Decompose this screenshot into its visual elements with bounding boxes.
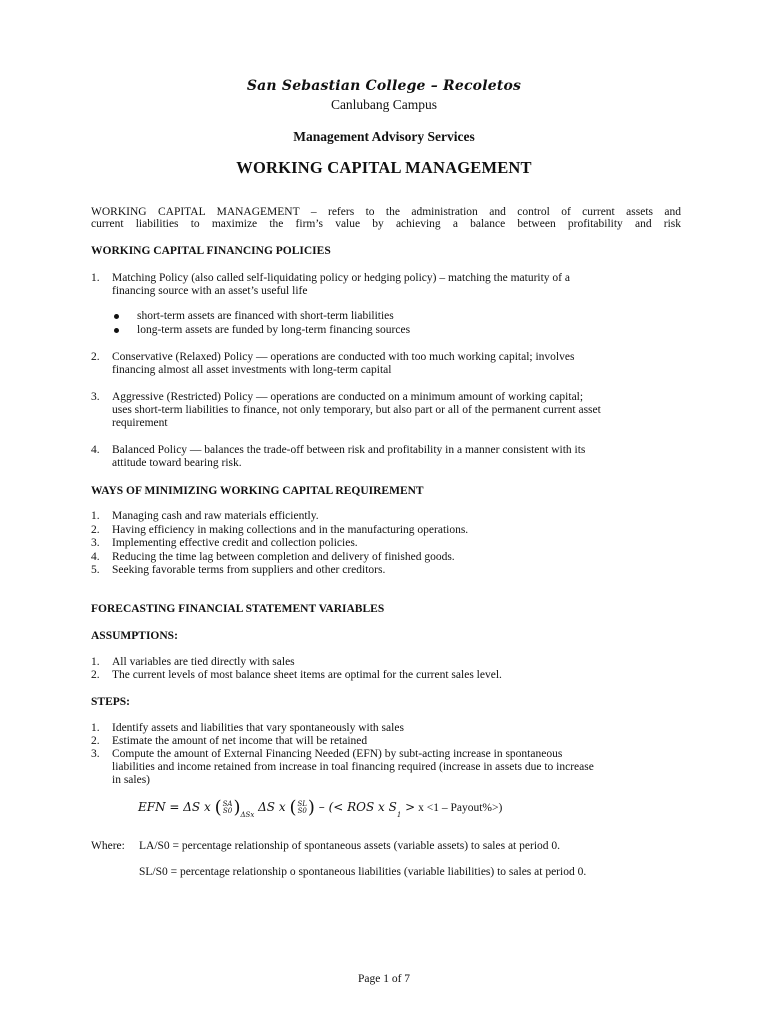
where-la-text: LA/S0 = percentage relationship of spontaneous assets (variable assets) to sales at period 0. [139,840,561,852]
policy-item-3-text: Aggressive (Restricted) Policy — operations are conducted on a minimum amount of working capital; [112,391,584,403]
formula-lhs: EFN = ΔS x [138,800,211,814]
intro-line-2: current liabilities to maximize the firm’s value by achieving a balance between profitability and risk [91,218,681,230]
policy-item-4-line-2: attitude toward bearing risk. [112,457,242,469]
formula-paren-open-2: ( [289,797,297,818]
formula-frac1-bottom: S [222,806,228,815]
formula-tail-1-sub: 1 [396,811,402,819]
where-label: Where: [91,840,125,852]
step-item-1-text: Identify assets and liabilities that vary spontaneously with sales [112,722,404,734]
policy-item-4-num: 4. [91,444,100,456]
minimizing-item-2 [91,524,681,537]
intro-line-1: WORKING CAPITAL MANAGEMENT – refers to the administration and control of current assets and [91,206,681,218]
assumption-item-2-text: The current levels of most balance sheet items are optimal for the current sales level. [112,669,502,681]
document-title: WORKING CAPITAL MANAGEMENT [236,158,532,177]
bullet-item-2: long-term assets are funded by long-term financing sources [137,324,411,336]
minimizing-item-1 [91,510,681,523]
minimizing-item-4 [91,551,681,564]
policy-item-3-line-1 [91,391,681,404]
policy-item-1-line-1 [91,272,681,285]
assumptions-heading: ASSUMPTIONS: [91,630,178,642]
policies-heading: WORKING CAPITAL FINANCING POLICIES [91,245,331,257]
step-item-2-text: Estimate the amount of net income that will be retained [112,735,368,747]
where-sl-line: SL/S0 = percentage relationship o spontaneous liabilities (variable liabilities) to sales at period 0. [139,866,587,878]
minimizing-heading: WAYS OF MINIMIZING WORKING CAPITAL REQUIREMENT [91,485,424,497]
policy-item-2-num: 2. [91,351,100,363]
formula-tail-1: – (< ROS x S [318,800,397,814]
step-item-3-line-3: in sales) [112,774,151,786]
policy-item-1-text: Matching Policy (also called self-liquidating policy or hedging policy) – matching the maturity of a [112,272,570,284]
step-item-2-num: 2. [91,735,100,747]
formula-frac1-top: SA [222,799,233,808]
assumption-item-2 [91,669,681,682]
subject-heading: Management Advisory Services [293,129,475,144]
formula-fraction-sa [223,801,233,815]
step-item-1 [91,722,681,735]
minimizing-item-5-num: 5. [91,564,100,576]
formula-tail-3: x <1 – Payout%>) [415,802,503,814]
step-item-3-line-2: liabilities and income retained from increase in toal financing required (increase in assets due to increase [112,761,594,773]
policy-item-3-line-2: uses short-term liabilities to finance, not only temporary, but also part or all of the permanent current asset [112,404,601,416]
minimizing-item-4-text: Reducing the time lag between completion and delivery of finished goods. [112,551,455,563]
policy-item-2-text: Conservative (Relaxed) Policy — operations are conducted with too much working capital; involves [112,351,575,363]
assumption-item-1-num: 1. [91,656,100,668]
formula-tail-2: > [401,800,416,814]
formula-frac2-top: SL [297,799,307,808]
assumption-item-1 [91,656,681,669]
minimizing-item-2-num: 2. [91,524,100,536]
formula-paren-close-2: ) [307,797,315,818]
where-la-line [91,840,681,853]
policy-item-1-line-2: financing source with an asset’s useful life [112,285,308,297]
policy-item-1-num: 1. [91,272,100,284]
minimizing-item-2-text: Having efficiency in making collections and in the manufacturing operations. [112,524,469,536]
minimizing-item-1-text: Managing cash and raw materials efficiently. [112,510,319,522]
policy-item-3-line-3: requirement [112,417,168,429]
minimizing-item-4-num: 4. [91,551,100,563]
minimizing-item-3-num: 3. [91,537,100,549]
step-item-3-text: Compute the amount of External Financing Needed (EFN) by subt-acting increase in spontaneous [112,748,563,760]
minimizing-item-3 [91,537,681,550]
formula-paren-open-1: ( [214,797,222,818]
policy-item-3-num: 3. [91,391,100,403]
formula-frac2-bottom: S [297,806,303,815]
policy-item-4-text: Balanced Policy — balances the trade-off between risk and profitability in a manner consistent with its [112,444,586,456]
policy-item-2-line-2: financing almost all asset investments with long-term capital [112,364,392,376]
minimizing-item-5-text: Seeking favorable terms from suppliers and other creditors. [112,564,386,576]
formula-fraction-sl [297,801,306,815]
steps-heading: STEPS: [91,696,130,708]
forecasting-heading: FORECASTING FINANCIAL STATEMENT VARIABLES [91,603,385,615]
step-item-2 [91,735,681,748]
minimizing-item-3-text: Implementing effective credit and collection policies. [112,537,358,549]
bullet-dot-1 [114,314,119,319]
minimizing-item-1-num: 1. [91,510,100,522]
formula-frac1-sub: 0 [227,806,233,815]
step-item-3-num: 3. [91,748,100,760]
step-item-3-line-1 [91,748,681,761]
assumption-item-2-num: 2. [91,669,100,681]
page-number: Page 1 of 7 [357,973,411,985]
formula-mid: ΔS x [258,800,286,814]
formula-paren-close-1: ) [233,797,241,818]
policy-item-2-line-1 [91,351,681,364]
campus-name: Canlubang Campus [330,97,438,112]
formula-after1-sub: ΔSx [240,811,255,819]
college-name: San Sebastian College – Recoletos [246,78,522,94]
step-item-1-num: 1. [91,722,100,734]
bullet-dot-2 [114,328,119,333]
bullet-item-1: short-term assets are financed with short-term liabilities [137,310,394,322]
efn-formula [138,797,502,819]
minimizing-item-5 [91,564,681,577]
assumption-item-1-text: All variables are tied directly with sales [112,656,295,668]
policy-item-4-line-1 [91,444,681,457]
formula-frac2-sub: 0 [302,806,307,815]
